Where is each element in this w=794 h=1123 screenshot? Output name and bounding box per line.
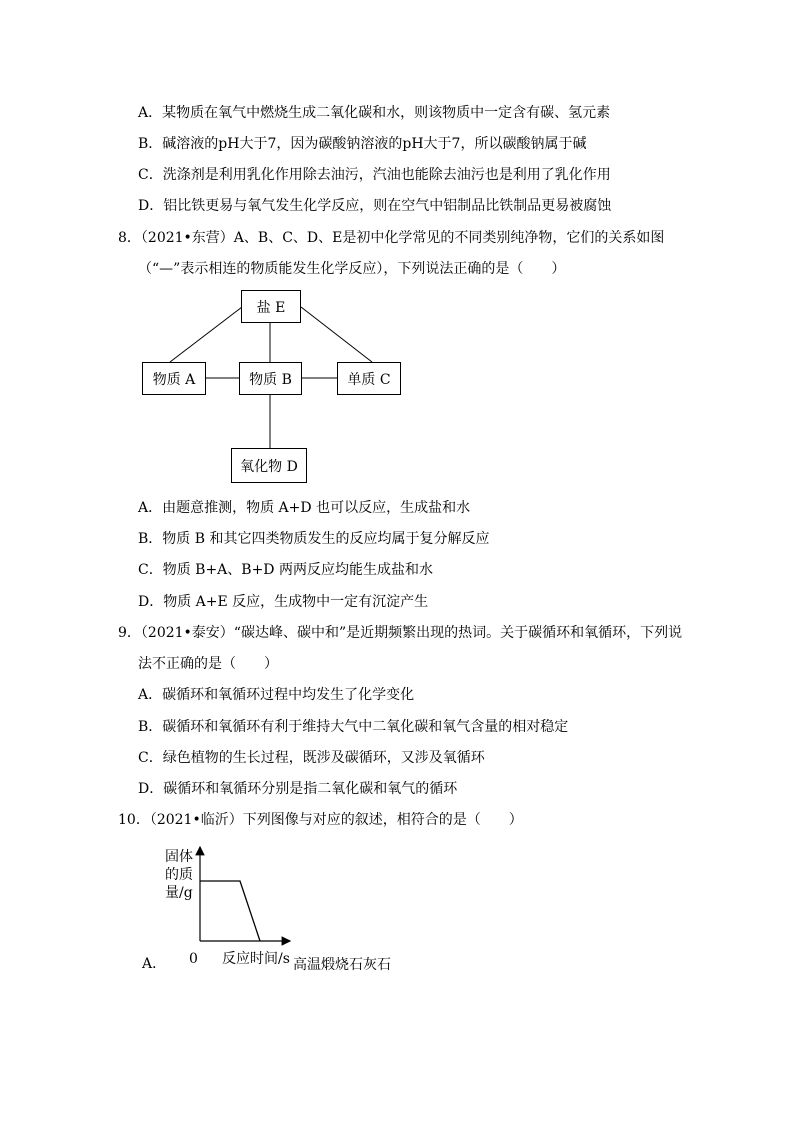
q10-option-a-letter: A． [142,956,167,972]
q9-option-a: A．碳循环和氧循环过程中均发生了化学变化 [138,687,415,703]
chart-xlabel: 反应时间/s [222,951,290,967]
q9-option-b: B．碳循环和氧循环有利于维持大气中二氧化碳和氧气含量的相对稳定 [138,719,569,735]
q10-option-a-caption: 高温煅烧石灰石 [293,957,391,973]
diagram-node-salt-e: 盐 E [241,290,301,323]
chart-origin-label: 0 [189,951,198,967]
q8-option-c: C．物质 B+A、B+D 两两反应均能生成盐和水 [138,562,433,578]
diagram-node-substance-b: 物质 B [239,362,302,395]
q9-option-d: D．碳循环和氧循环分别是指二氧化碳和氧气的循环 [138,781,458,797]
chart-ylabel-3: 量/g [165,885,193,901]
chart-ylabel-1: 固体 [165,849,193,865]
q9-stem-line1: 9．（2021•泰安）“碳达峰、碳中和”是近期频繁出现的热词。关于碳循环和氧循环，下列说 [118,625,683,641]
q7-option-d: D．铝比铁更易与氧气发生化学反应，则在空气中铝制品比铁制品更易被腐蚀 [138,198,612,214]
chart-ylabel-2: 的质 [165,867,193,883]
q8-stem-line2: （“—”表示相连的物质能发生化学反应），下列说法正确的是（ ） [138,261,566,277]
q9-option-c: C．绿色植物的生长过程，既涉及碳循环，又涉及氧循环 [138,750,485,766]
q8-stem-line1: 8．（2021•东营）A、B、C、D、E是初中化学常见的不同类别纯净物，它们的关系如图 [118,230,665,246]
q7-option-a: A．某物质在氧气中燃烧生成二氧化碳和水，则该物质中一定含有碳、氢元素 [138,105,611,121]
q8-option-b: B．物质 B 和其它四类物质发生的反应均属于复分解反应 [138,531,490,547]
diagram-node-element-c: 单质 C [337,362,401,395]
q9-stem-line2: 法不正确的是（ ） [138,656,278,672]
diagram-node-substance-a: 物质 A [142,362,206,395]
q8-option-a: A．由题意推测，物质 A+D 也可以反应，生成盐和水 [138,500,471,516]
q7-option-c: C．洗涤剂是利用乳化作用除去油污，汽油也能除去油污也是利用了乳化作用 [138,167,611,183]
chart-series-line [200,881,260,941]
q7-option-b: B．碱溶液的pH大于7，因为碳酸钠溶液的pH大于7，所以碳酸钠属于碱 [138,136,587,152]
q10-stem: 10．（2021•临沂）下列图像与对应的叙述，相符合的是（ ） [118,812,523,828]
q8-option-d: D．物质 A+E 反应，生成物中一定有沉淀产生 [138,594,429,610]
diagram-node-oxide-d: 氧化物 D [231,448,307,483]
